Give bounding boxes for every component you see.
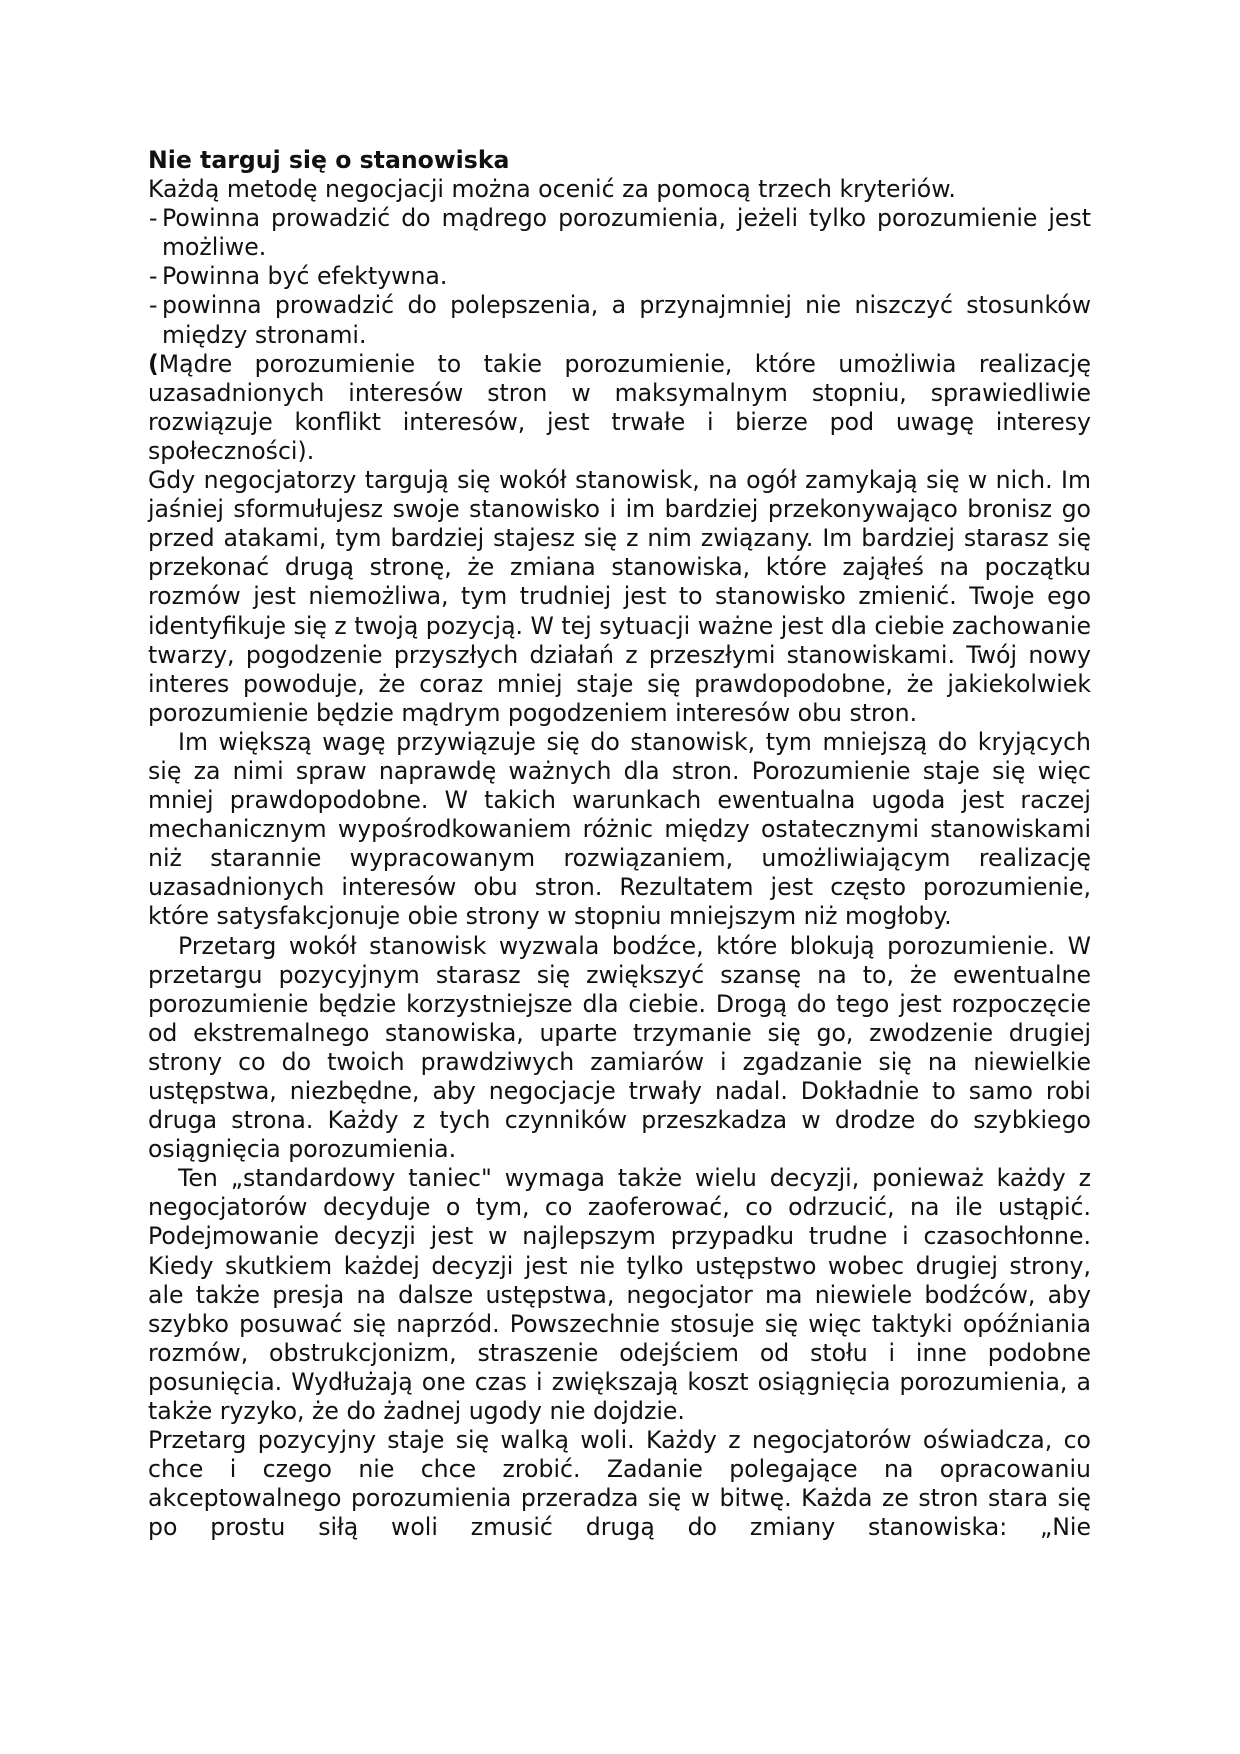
body-paragraph: Przetarg pozycyjny staje się walką woli. Każdy z negocjatorów oświadcza, co chce i czego nie chce zrobić. Zadanie polegające na opracowaniu akceptowalnego porozumienia przeradza się w bitwę. Każda ze stron stara się po prostu siłą woli zmusić drugą do zmiany stanowiska: „Nie <box>148 1426 1091 1542</box>
page-title: Nie targuj się o stanowiska <box>148 146 510 174</box>
bullet-dash: - <box>149 204 158 233</box>
open-paren: ( <box>148 349 159 378</box>
definition-paragraph <box>148 350 1091 466</box>
criteria-text: Powinna prowadzić do mądrego porozumienia, jeżeli tylko porozumienie jest możliwe. <box>162 204 1091 262</box>
bullet-dash: - <box>149 262 158 291</box>
criteria-text: powinna prowadzić do polepszenia, a przynajmniej nie niszczyć stosunków między stronami. <box>162 291 1091 349</box>
criteria-item <box>148 291 1091 349</box>
body-paragraph: Przetarg wokół stanowisk wyzwala bodźce, które blokują porozumienie. W przetargu pozycyjnym starasz się zwiększyć szansę na to, że ewentualne porozumienie będzie korzystniejsze dla ciebie. Drogą do tego jest rozpoczęcie od ekstremalnego stanowiska, uparte trzymanie się go, zwodzenie drugiej strony co do twoich prawdziwych zamiarów i zgadzanie się na niewielkie ustępstwa, niezbędne, aby negocjacje trwały nadal. Dokładnie to samo robi druga strona. Każdy z tych czynników przeszkadza w drodze do szybkiego osiągnięcia porozumienia. <box>148 931 1091 1164</box>
document-page <box>148 146 1091 1543</box>
criteria-item <box>148 262 1091 291</box>
intro-paragraph: Każdą metodę negocjacji można ocenić za pomocą trzech kryteriów. <box>148 175 956 204</box>
criteria-item <box>148 204 1091 262</box>
criteria-text: Powinna być efektywna. <box>162 262 448 291</box>
definition-text: Mądre porozumienie to takie porozumienie, które umożliwia realizację uzasadnionych interesów stron w maksymalnym stopniu, sprawiedliwie rozwiązuje konflikt interesów, jest trwałe i bierze pod uwagę interesy społeczności). <box>148 349 1091 465</box>
body-paragraph: Gdy negocjatorzy targują się wokół stanowisk, na ogół zamykają się w nich. Im jaśniej sformułujesz swoje stanowisko i im bardziej przekonywająco bronisz go przed atakami, tym bardziej stajesz się z nim związany. Im bardziej starasz się przekonać drugą stronę, że zmiana stanowiska, które zająłeś na początku rozmów jest niemożliwa, tym trudniej jest to stanowisko zmienić. Twoje ego identyfikuje się z twoją pozycją. W tej sytuacji ważne jest dla ciebie zachowanie twarzy, pogodzenie przyszłych działań z przeszłymi stanowiskami. Twój nowy interes powoduje, że coraz mniej staje się prawdopodobne, że jakiekolwiek porozumienie będzie mądrym pogodzeniem interesów obu stron. <box>148 466 1091 727</box>
criteria-list <box>148 204 1091 349</box>
body-paragraph: Im większą wagę przywiązuje się do stanowisk, tym mniejszą do kryjących się za nimi spraw naprawdę ważnych dla stron. Porozumienie staje się więc mniej prawdopodobne. W takich warunkach ewentualna ugoda jest raczej mechanicznym wypośrodkowaniem różnic między ostatecznymi stanowiskami niż starannie wypracowanym rozwiązaniem, umożliwiającym realizację uzasadnionych interesów obu stron. Rezultatem jest często porozumienie, które satysfakcjonuje obie strony w stopniu mniejszym niż mogłoby. <box>148 727 1091 931</box>
body-paragraph: Ten „standardowy taniec" wymaga także wielu decyzji, ponieważ każdy z negocjatorów decyduje o tym, co zaoferować, co odrzucić, na ile ustąpić. Podejmowanie decyzji jest w najlepszym przypadku trudne i czasochłonne. Kiedy skutkiem każdej decyzji jest nie tylko ustępstwo wobec drugiej strony, ale także presja na dalsze ustępstwa, negocjator ma niewiele bodźców, aby szybko posuwać się naprzód. Powszechnie stosuje się więc taktyki opóźniania rozmów, obstrukcjonizm, straszenie odejściem od stołu i inne podobne posunięcia. Wydłużają one czas i zwiększają koszt osiągnięcia porozumienia, a także ryzyko, że do żadnej ugody nie dojdzie. <box>148 1164 1091 1426</box>
bullet-dash: - <box>149 291 158 320</box>
